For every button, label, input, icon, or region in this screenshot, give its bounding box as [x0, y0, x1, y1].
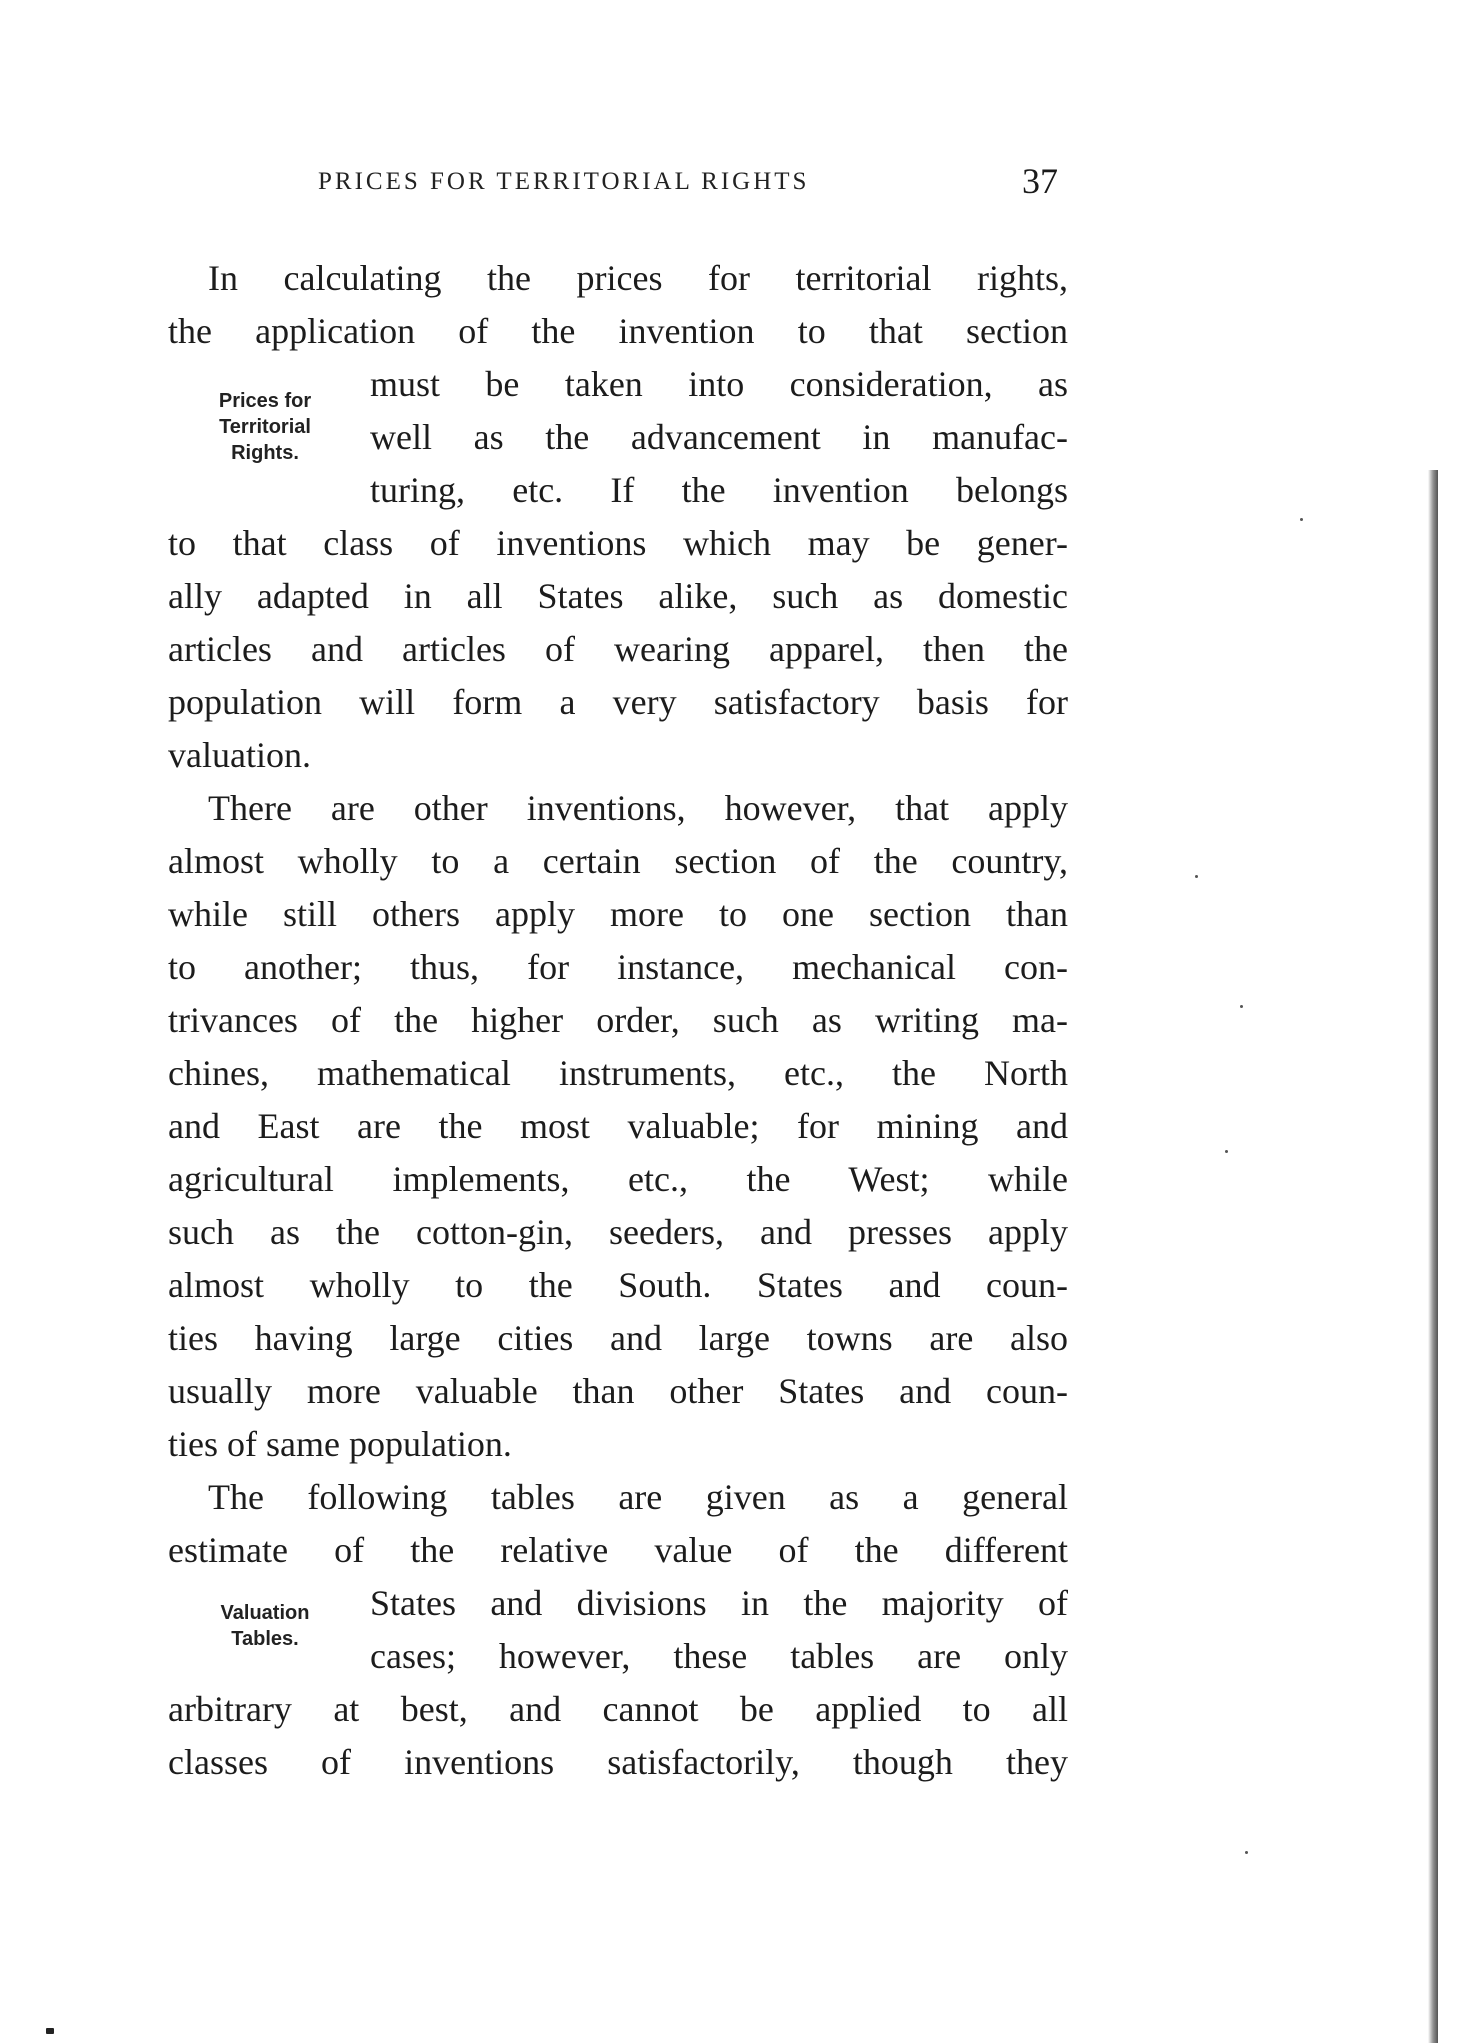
text-line: ties of same population. — [168, 1424, 512, 1464]
page-number: 37 — [1022, 161, 1058, 201]
text-line: States and divisions in the majority of — [370, 1583, 1068, 1623]
text-line: usually more valuable than other States and coun- — [168, 1371, 1068, 1411]
text-line: to another; thus, for instance, mechanical con- — [168, 947, 1068, 987]
sidenote-line: Tables. — [231, 1628, 299, 1650]
text-line: almost wholly to a certain section of the country, — [168, 841, 1068, 881]
text-line: There are other inventions, however, that apply — [208, 788, 1068, 828]
text-line: valuation. — [168, 735, 311, 775]
text-line: while still others apply more to one section than — [168, 894, 1068, 934]
text-line: ties having large cities and large towns are also — [168, 1318, 1068, 1358]
text-line: such as the cotton-gin, seeders, and presses apply — [168, 1212, 1068, 1252]
text-line: classes of inventions satisfactorily, though they — [168, 1742, 1068, 1782]
text-line: the application of the invention to that section — [168, 311, 1068, 351]
sidenote-line: Prices for — [218, 390, 312, 412]
text-line: almost wholly to the South. States and coun- — [168, 1265, 1068, 1305]
text-line: turing, etc. If the invention belongs — [370, 470, 1068, 510]
text-line: estimate of the relative value of the different — [168, 1530, 1068, 1570]
text-line: cases; however, these tables are only — [370, 1636, 1068, 1676]
text-line: agricultural implements, etc., the West; while — [168, 1159, 1068, 1199]
text-line: well as the advancement in manufac- — [370, 417, 1068, 457]
scan-speck — [1300, 518, 1303, 521]
sidenote-prices-territorial-rights — [190, 388, 340, 466]
text-line: ally adapted in all States alike, such as domestic — [168, 576, 1068, 616]
sidenote-line: Valuation — [220, 1602, 310, 1624]
scan-speck — [1240, 1005, 1243, 1008]
sidenote-valuation-tables — [190, 1600, 340, 1652]
scan-speck — [1195, 875, 1198, 878]
scan-speck — [1245, 1851, 1248, 1854]
sidenote-line: Rights. — [231, 442, 299, 464]
running-header: PRICES FOR TERRITORIAL RIGHTS — [318, 168, 810, 195]
page-edge-shadow — [1428, 470, 1438, 2043]
text-line: chines, mathematical instruments, etc., the North — [168, 1053, 1068, 1093]
text-line: trivances of the higher order, such as writing ma- — [168, 1000, 1068, 1040]
text-line: population will form a very satisfactory basis for — [168, 682, 1068, 722]
scan-mark — [46, 2028, 54, 2034]
text-line: and East are the most valuable; for mining and — [168, 1106, 1068, 1146]
text-line: to that class of inventions which may be gener- — [168, 523, 1068, 563]
text-line: In calculating the prices for territorial rights, — [208, 258, 1068, 298]
text-line: articles and articles of wearing apparel, then the — [168, 629, 1068, 669]
text-line: The following tables are given as a general — [208, 1477, 1068, 1517]
scan-speck — [1225, 1150, 1228, 1153]
sidenote-line: Territorial — [219, 416, 311, 438]
text-line: arbitrary at best, and cannot be applied to all — [168, 1689, 1068, 1729]
text-line: must be taken into consideration, as — [370, 364, 1068, 404]
